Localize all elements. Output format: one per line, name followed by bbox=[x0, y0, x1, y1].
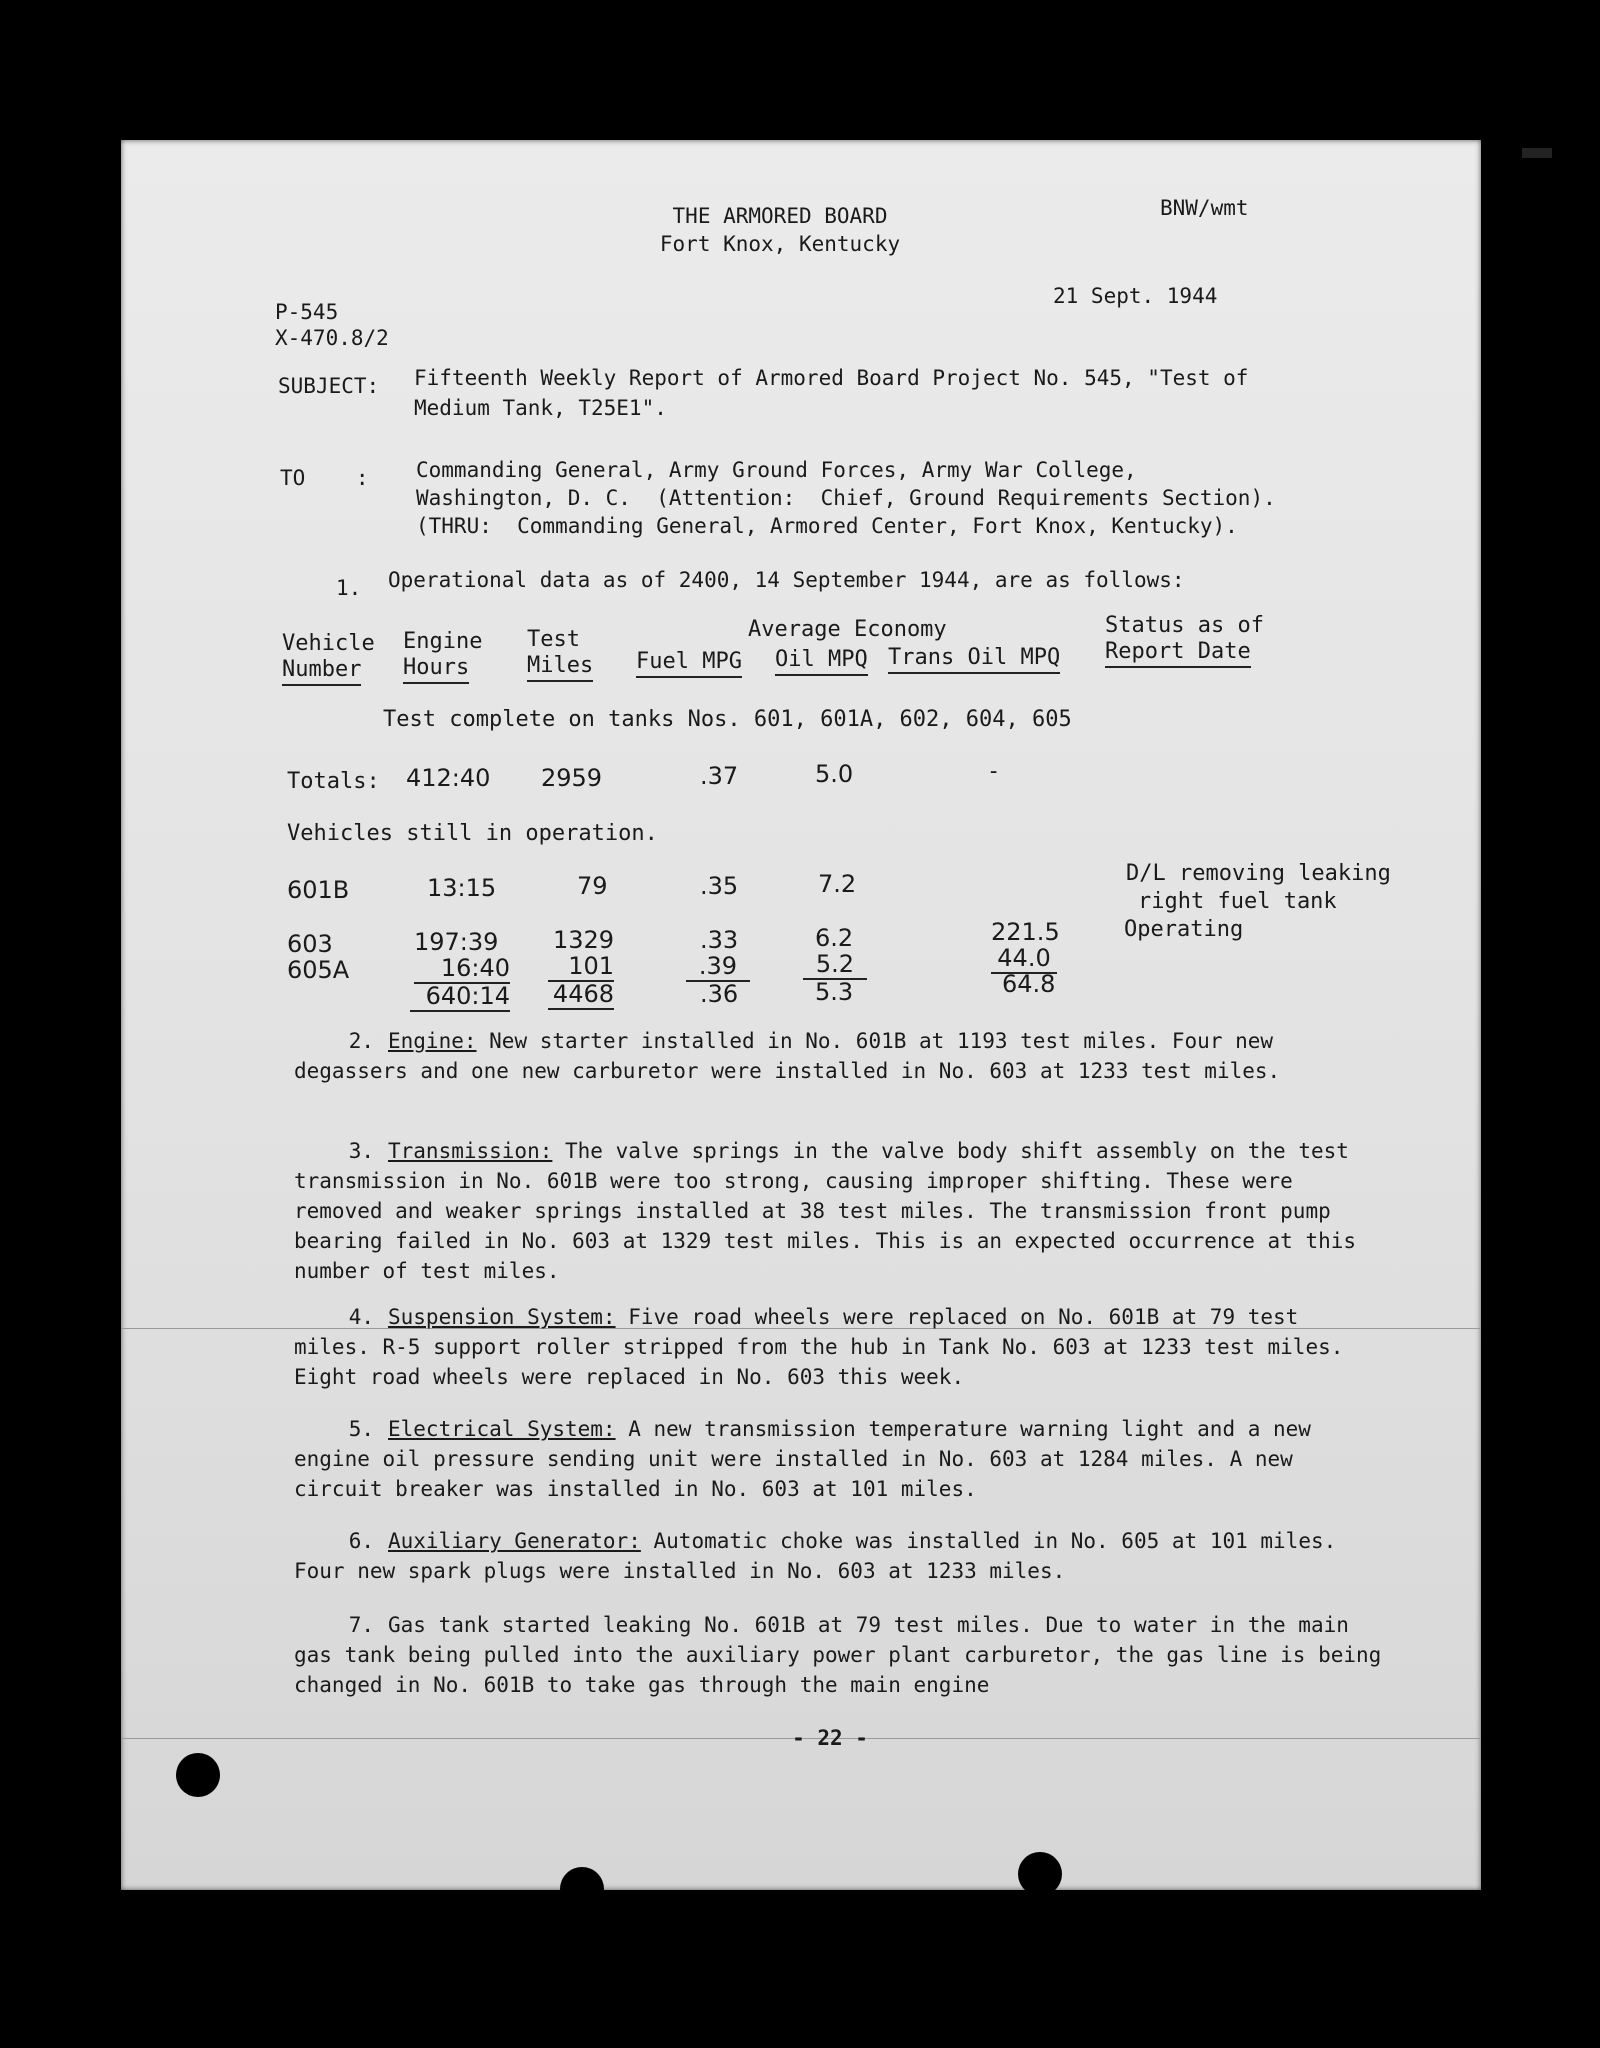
paragraph-heading: Electrical System: bbox=[388, 1417, 616, 1441]
row-status: right fuel tank bbox=[1138, 889, 1337, 914]
totals-miles: 2959 bbox=[541, 764, 603, 792]
totals-hours: 412:40 bbox=[406, 764, 491, 792]
paragraph-number: 7. bbox=[348, 1613, 374, 1637]
header-oil-mpq: Oil MPQ bbox=[775, 646, 868, 676]
sum-hours: 640:14 bbox=[410, 982, 510, 1012]
paragraph-suspension bbox=[294, 1302, 1384, 1392]
subject-label: SUBJECT: bbox=[278, 374, 380, 398]
paragraph-text: Gas tank started leaking No. 601B at 79 test miles. Due to water in the main gas tank being pulled into the auxiliary power plant carburetor, the gas line is being changed in No. 601B to take gas through the main engine bbox=[294, 1613, 1382, 1697]
header-trans-oil-mpq: Trans Oil MPQ bbox=[888, 644, 1060, 674]
paragraph-heading: Suspension System: bbox=[388, 1305, 616, 1329]
totals-label: Totals: bbox=[287, 769, 380, 794]
org-location: Fort Knox, Kentucky bbox=[659, 232, 901, 256]
sum-fuel: .36 bbox=[700, 980, 739, 1008]
paragraph-engine bbox=[294, 1026, 1384, 1086]
row-miles: 101 bbox=[548, 952, 614, 982]
complete-note: Test complete on tanks Nos. 601, 601A, 602, 604, 605 bbox=[383, 707, 1072, 732]
org-name: THE ARMORED BOARD bbox=[672, 204, 888, 228]
paragraph-text: Operational data as of 2400, 14 September 1944, are as follows: bbox=[388, 568, 1185, 592]
header-status: Report Date bbox=[1105, 638, 1251, 668]
header-test: Miles bbox=[527, 652, 593, 682]
row-vehicle: 603 bbox=[287, 930, 333, 958]
punch-hole bbox=[1018, 1852, 1062, 1896]
totals-oil: 5.0 bbox=[815, 760, 854, 788]
paragraph-number: 6. bbox=[348, 1529, 374, 1553]
row-vehicle: 601B bbox=[287, 876, 350, 904]
paragraph-number: 3. bbox=[348, 1139, 374, 1163]
punch-hole bbox=[176, 1753, 220, 1797]
paragraph-text: The valve springs in the valve body shift assembly on the test transmission in No. 601B were too strong, causing improper shifting. These were removed and weaker springs installed at 38 test miles. The transmission front pump bearing failed in No. 603 at 1329 test miles. This is an expected occurrence at this number of test miles. bbox=[294, 1139, 1357, 1283]
row-trans: 44.0 bbox=[991, 944, 1057, 974]
still-in-operation: Vehicles still in operation. bbox=[287, 821, 658, 846]
row-oil: 6.2 bbox=[815, 924, 854, 952]
sum-miles: 4468 bbox=[548, 980, 614, 1010]
paragraph-text: Automatic choke was installed in No. 605 at 101 miles. Four new spark plugs were installed in No. 603 at 1233 miles. bbox=[294, 1529, 1337, 1583]
to-label: TO : bbox=[280, 466, 369, 490]
paragraph-heading: Engine: bbox=[388, 1029, 477, 1053]
row-fuel: .35 bbox=[700, 872, 739, 900]
row-vehicle: 605A bbox=[287, 956, 350, 984]
row-fuel: .33 bbox=[700, 926, 739, 954]
addressee-line: Washington, D. C. (Attention: Chief, Ground Requirements Section). bbox=[416, 486, 1276, 510]
subject-line: Medium Tank, T25E1". bbox=[414, 396, 667, 420]
edge-mark bbox=[1522, 148, 1552, 158]
header-fuel-mpg: Fuel MPG bbox=[636, 648, 742, 678]
header-engine: Engine bbox=[403, 629, 483, 654]
header-average-economy: Average Economy bbox=[748, 617, 947, 642]
row-oil: 5.2 bbox=[803, 950, 867, 980]
paragraph-electrical bbox=[294, 1414, 1384, 1504]
file-number: X-470.8/2 bbox=[275, 326, 389, 350]
totals-trans: - bbox=[987, 759, 1001, 784]
paragraph-text: A new transmission temperature warning light and a new engine oil pressure sending unit were installed in No. 603 at 1284 miles. A new circuit breaker was installed in No. 603 at 101 miles. bbox=[294, 1417, 1311, 1501]
punch-hole bbox=[560, 1867, 604, 1911]
reference-number: P-545 bbox=[275, 300, 339, 324]
row-fuel: .39 bbox=[686, 952, 750, 982]
paragraph-number: 2. bbox=[348, 1029, 374, 1053]
row-oil: 7.2 bbox=[818, 870, 857, 898]
header-status: Status as of bbox=[1105, 613, 1264, 638]
paragraph-heading: Transmission: bbox=[388, 1139, 553, 1163]
sum-oil: 5.3 bbox=[815, 978, 854, 1006]
row-hours: 197:39 bbox=[414, 928, 499, 956]
row-miles: 1329 bbox=[553, 926, 615, 954]
totals-fuel: .37 bbox=[700, 762, 739, 790]
paragraph-gas-tank bbox=[294, 1610, 1384, 1700]
paragraph-auxiliary-generator bbox=[294, 1526, 1384, 1586]
subject-line: Fifteenth Weekly Report of Armored Board Project No. 545, "Test of bbox=[414, 366, 1249, 390]
row-miles: 79 bbox=[577, 872, 608, 900]
letter-date: 21 Sept. 1944 bbox=[1053, 284, 1218, 308]
row-trans: 221.5 bbox=[991, 918, 1060, 946]
addressee-line: (THRU: Commanding General, Armored Center, Fort Knox, Kentucky). bbox=[416, 514, 1238, 538]
header-engine: Hours bbox=[403, 654, 469, 684]
paragraph-heading: Auxiliary Generator: bbox=[388, 1529, 641, 1553]
paragraph-number: 5. bbox=[348, 1417, 374, 1441]
paragraph-number: 1. bbox=[336, 576, 362, 600]
sum-trans: 64.8 bbox=[1002, 970, 1056, 998]
paragraph-text: Five road wheels were replaced on No. 601B at 79 test miles. R-5 support roller stripped from the hub in Tank No. 603 at 1233 test miles. Eight road wheels were replaced in No. 603 this week. bbox=[294, 1305, 1344, 1389]
row-status: D/L removing leaking bbox=[1126, 861, 1391, 886]
header-vehicle: Number bbox=[282, 656, 361, 686]
row-hours: 13:15 bbox=[427, 874, 497, 902]
paragraph-number: 4. bbox=[348, 1305, 374, 1329]
row-status: Operating bbox=[1124, 917, 1244, 942]
header-vehicle: Vehicle bbox=[282, 631, 375, 656]
paragraph-text: New starter installed in No. 601B at 1193 test miles. Four new degassers and one new carburetor were installed in No. 603 at 1233 test miles. bbox=[294, 1029, 1281, 1083]
addressee-line: Commanding General, Army Ground Forces, Army War College, bbox=[416, 458, 1137, 482]
typist-initials: BNW/wmt bbox=[1160, 196, 1249, 220]
row-hours: 16:40 bbox=[414, 954, 510, 984]
header-test: Test bbox=[527, 627, 580, 652]
page-number: - 22 - bbox=[792, 1726, 868, 1750]
paragraph-transmission bbox=[294, 1136, 1384, 1286]
